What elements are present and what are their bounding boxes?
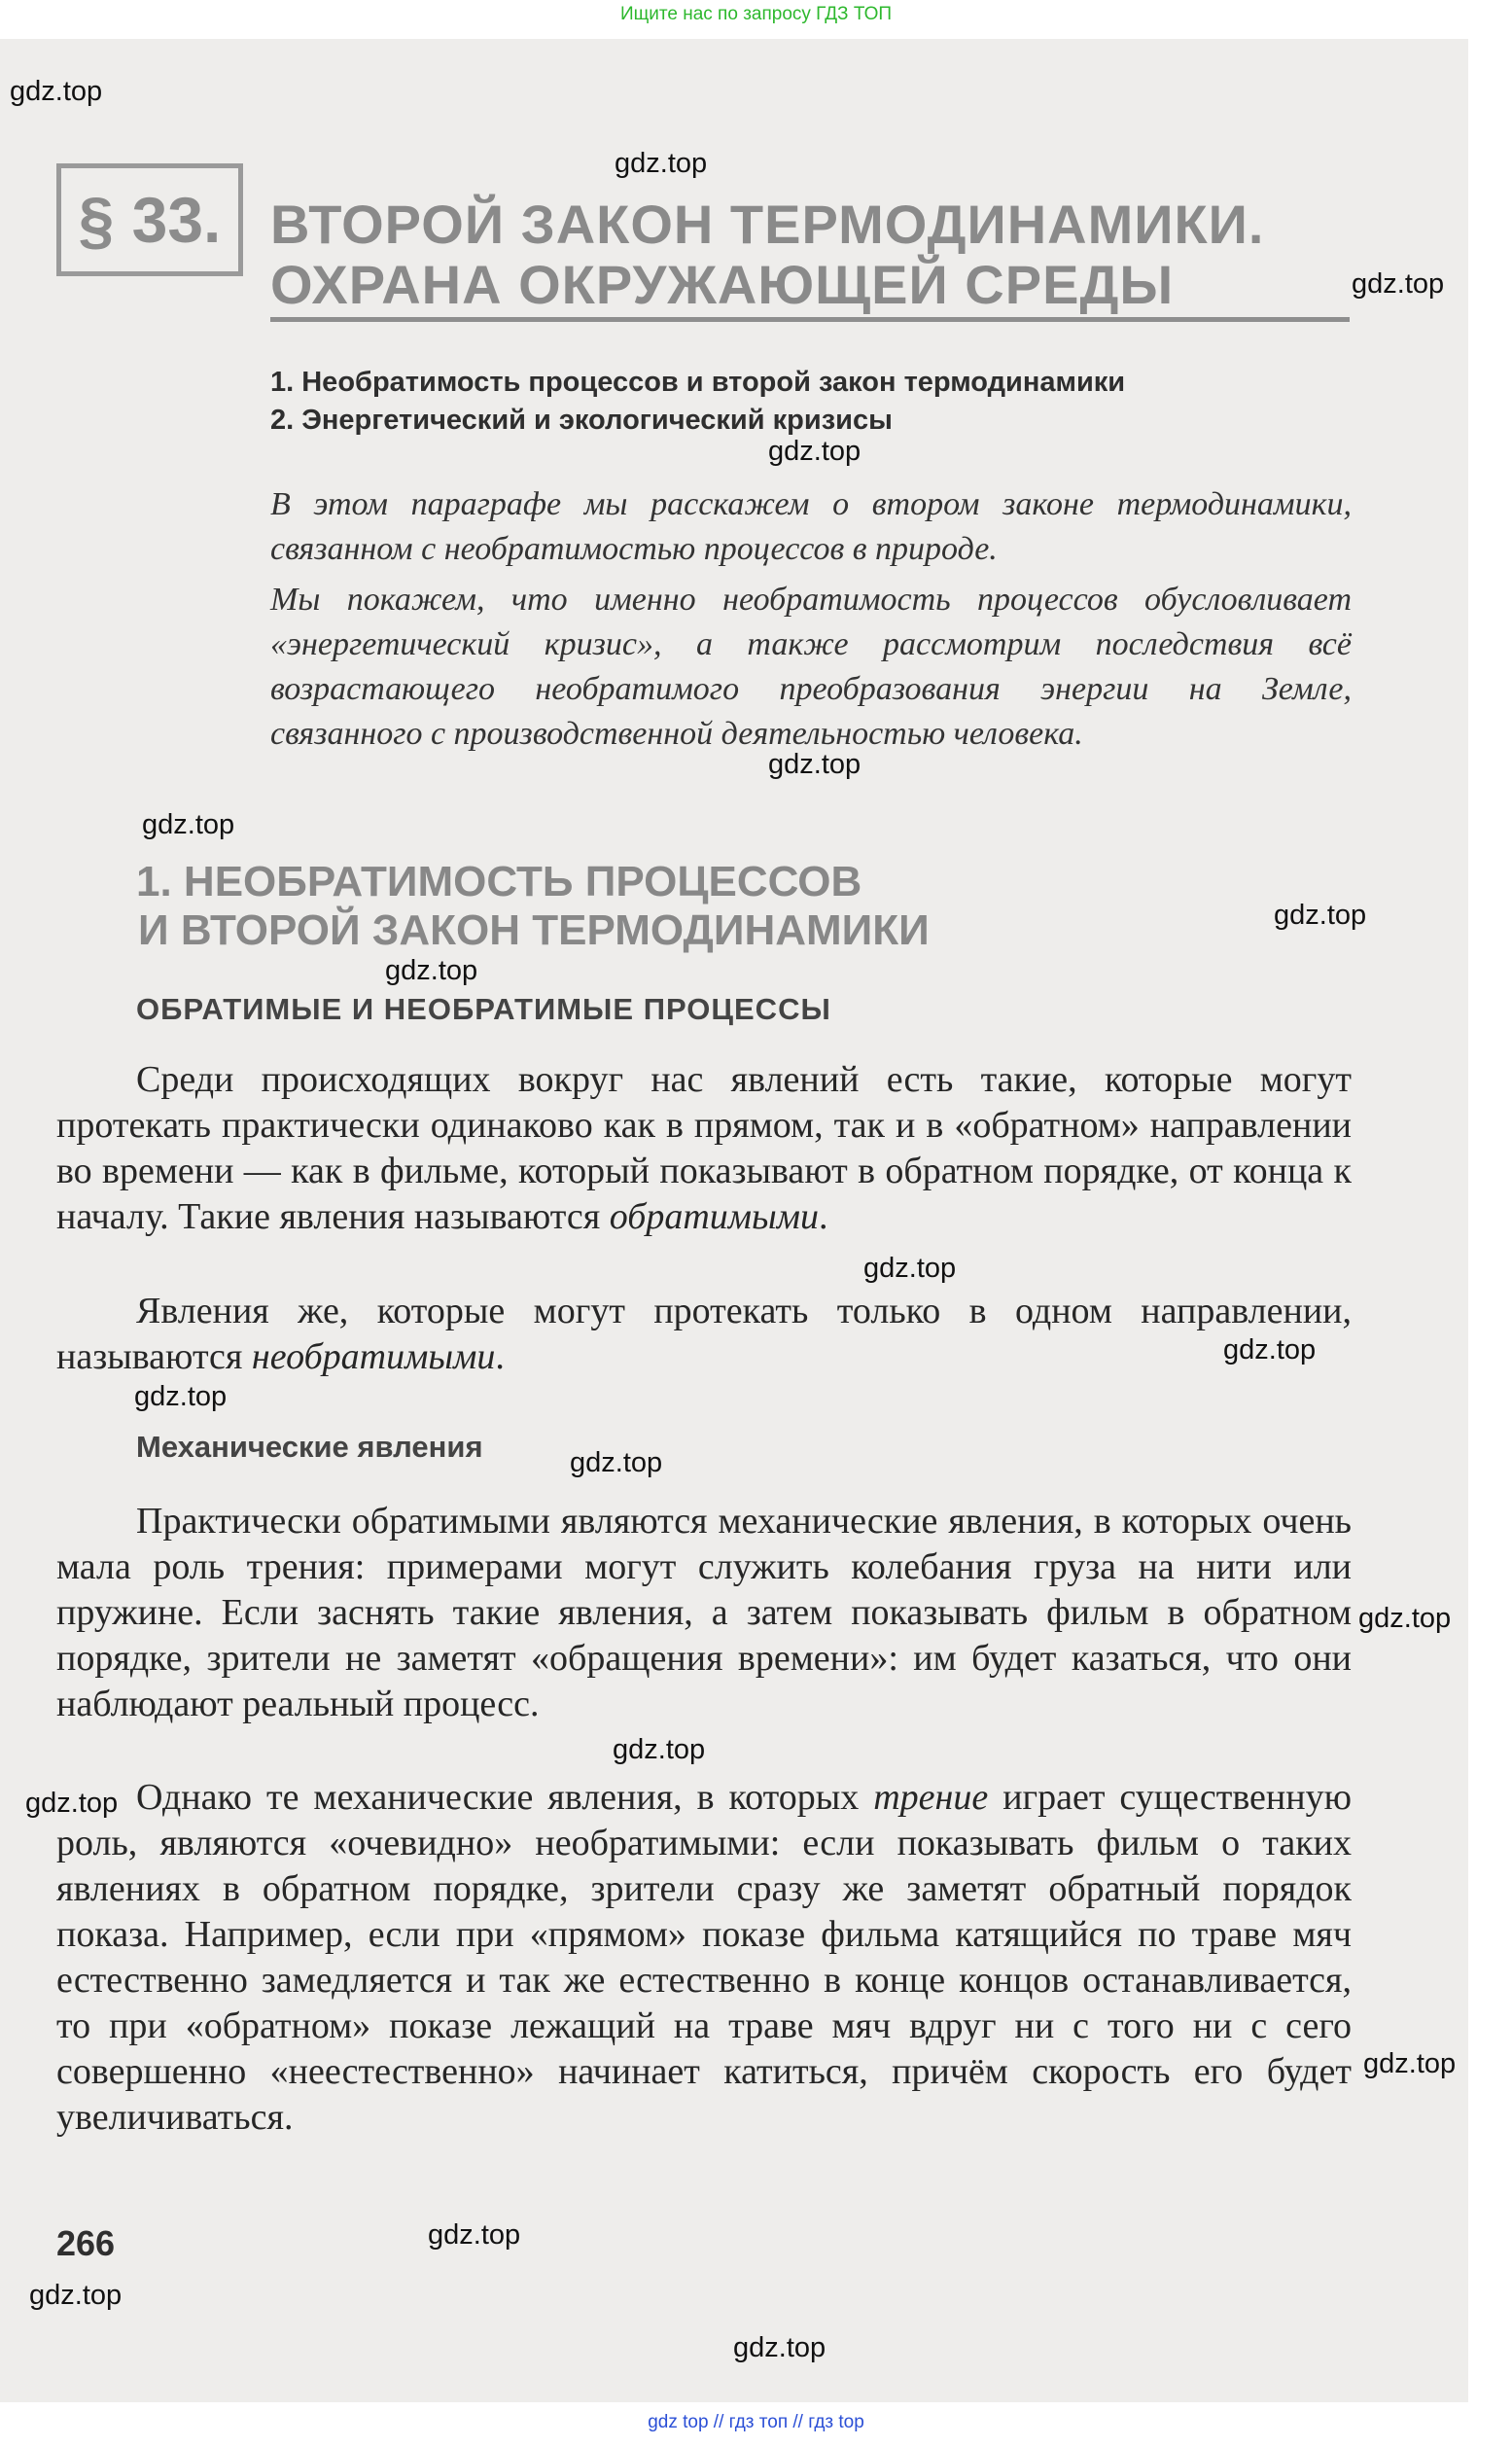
subsection-heading	[136, 858, 1303, 955]
paragraph-reversible	[56, 1057, 1352, 1240]
watermark: gdz.top	[768, 436, 861, 467]
subsection-line-2: И ВТОРОЙ ЗАКОН ТЕРМОДИНАМИКИ	[138, 906, 930, 954]
paragraph-text: Среди происходящих вокруг нас явлений есть такие, которые могут протекать практически одинаково как в прямом, так и в «обратном» направлении во времени — как в фильме, который показывают в обратном порядке, от конца к началу. Такие явления называются	[56, 1059, 1352, 1237]
section-title	[270, 195, 1350, 315]
subsection-line-1: 1. НЕОБРАТИМОСТЬ ПРОЦЕССОВ	[136, 858, 862, 905]
title-underline	[270, 317, 1350, 322]
toc-item: 2. Энергетический и экологический кризисы	[270, 405, 893, 436]
paragraph-text: Практически обратимыми являются механические явления, в которых очень мала роль трения: примерами могут служить колебания груза на нити или пружине. Если заснять такие явления, а затем показывать фильм в обратном порядке, зрители не заметят «обращения времени»: им будет казаться, что они наблюдают реальный процесс.	[56, 1501, 1352, 1724]
section-number: § 33.	[56, 163, 243, 276]
top-banner-link[interactable]: Ищите нас по запросу ГДЗ ТОП	[619, 4, 893, 24]
paragraph-text: Явления же, которые могут протекать только в одном направлении, называются	[56, 1291, 1352, 1377]
watermark: gdz.top	[1358, 1603, 1452, 1634]
paragraph-text: играет существенную роль, являются «очевидно» необратимыми: если показывать фильм о таких явлениях в обратном порядке, зрители сразу же заметят обратный порядок показа. Например, если при «прямом» показе фильма катящийся по траве мяч естественно замедляется и так же естественно в конце концов останавливается, то при «обратном» показе лежащий на траве мяч вдруг ни с того ни с сего совершенно «неестественно» начинает катиться, причём скорость его будет увеличиваться.	[56, 1777, 1352, 2138]
intro-paragraph-2: Мы покажем, что именно необратимость процессов обусловливает «энергетический кризис», а также рассмотрим последствия всё возрастающего необратимого преобразования энергии на Земле, связанного с производственной деятельностью человека.	[270, 582, 1352, 752]
watermark: gdz.top	[1274, 900, 1367, 931]
heading-mechanical-phenomena: Механические явления	[136, 1430, 483, 1464]
watermark: gdz.top	[10, 76, 103, 107]
section-title-line-2: ОХРАНА ОКРУЖАЮЩЕЙ СРЕДЫ	[270, 254, 1175, 315]
term-friction: трение	[873, 1777, 989, 1818]
paragraph-text: Однако те механические явления, в которых	[136, 1777, 874, 1818]
page-number: 266	[56, 2223, 116, 2263]
term-reversible: обратимыми	[609, 1196, 819, 1237]
heading-reversible-processes: ОБРАТИМЫЕ И НЕОБРАТИМЫЕ ПРОЦЕССЫ	[136, 992, 831, 1026]
watermark: gdz.top	[142, 809, 235, 840]
paragraph-mechanical	[56, 1499, 1352, 1727]
paragraph-irreversible	[56, 1289, 1352, 1380]
intro-paragraph-1: В этом параграфе мы расскажем о втором законе термодинамики, связанном с необратимостью процессов в природе.	[270, 486, 1352, 567]
bottom-banner-link[interactable]: gdz top // гдз топ // гдз top	[648, 2412, 864, 2432]
table-of-contents	[270, 364, 1369, 440]
page-margin	[1468, 0, 1512, 2447]
watermark: gdz.top	[1363, 2048, 1457, 2079]
watermark: gdz.top	[1352, 268, 1445, 300]
watermark: gdz.top	[615, 148, 708, 179]
section-title-line-1: ВТОРОЙ ЗАКОН ТЕРМОДИНАМИКИ.	[270, 194, 1265, 255]
watermark: gdz.top	[25, 1788, 119, 1819]
paragraph-end: .	[819, 1196, 828, 1237]
paragraph-end: .	[495, 1336, 505, 1377]
watermark: gdz.top	[863, 1253, 957, 1284]
watermark: gdz.top	[733, 2332, 826, 2363]
watermark: gdz.top	[613, 1734, 706, 1765]
watermark: gdz.top	[385, 955, 478, 986]
watermark: gdz.top	[1223, 1334, 1317, 1365]
watermark: gdz.top	[428, 2219, 521, 2251]
watermark: gdz.top	[768, 749, 861, 780]
paragraph-friction	[56, 1775, 1352, 2141]
watermark: gdz.top	[570, 1447, 663, 1478]
term-irreversible: необратимыми	[251, 1336, 496, 1377]
watermark: gdz.top	[134, 1381, 228, 1412]
toc-item: 1. Необратимость процессов и второй закон термодинамики	[270, 367, 1126, 398]
watermark: gdz.top	[29, 2280, 123, 2311]
